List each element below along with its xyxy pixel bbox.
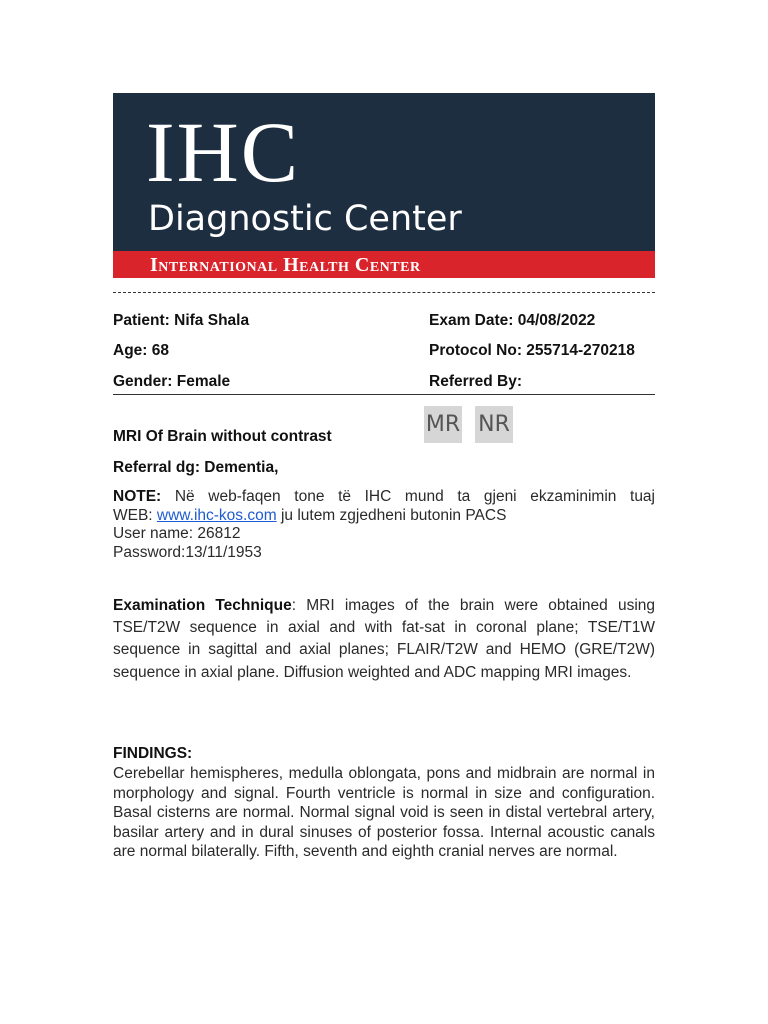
note-password: Password:13/11/1953 bbox=[113, 543, 262, 561]
exam-title: MRI Of Brain without contrast bbox=[113, 428, 332, 445]
patient-gender: Gender: Female bbox=[113, 373, 231, 390]
exam-date: Exam Date: 04/08/2022 bbox=[429, 312, 596, 329]
referral-diagnosis: Referral dg: Dementia, bbox=[113, 459, 279, 476]
note-web-prefix: WEB: bbox=[113, 506, 157, 524]
pacs-note bbox=[113, 488, 655, 562]
header-rule bbox=[113, 394, 655, 395]
note-web-suffix: ju lutem zgjedheni butonin PACS bbox=[276, 506, 507, 524]
logo-title: IHC bbox=[146, 104, 301, 200]
note-web-line bbox=[113, 507, 655, 526]
logo-subtitle: Diagnostic Center bbox=[148, 199, 462, 239]
dashed-separator bbox=[113, 292, 655, 293]
technique-text: : MRI images of the brain were obtained using TSE/T2W sequence in axial and with fat-sat in coronal plane; TSE/T1W sequence in sagittal and axial planes; FLAIR/T2W and HEMO (GRE/T2W) sequence in axial plane. Diffusion weighted and ADC mapping MRI images. bbox=[113, 597, 656, 681]
patient-age: Age: 68 bbox=[113, 342, 169, 359]
note-label: NOTE: bbox=[113, 488, 162, 505]
findings-text: Cerebellar hemispheres, medulla oblongata, pons and midbrain are normal in morphology and signal. Fourth ventricle is normal in size and configuration. Basal cisterns are normal. Normal signal void is seen in distal vertebral artery, basilar artery and in dural sinuses of posterior fossa. Internal acoustic canals are normal bilaterally. Fifth, seventh and eighth cranial nerves are normal. bbox=[113, 765, 655, 860]
findings-heading: FINDINGS: bbox=[113, 745, 193, 762]
ihc-website-link[interactable]: www.ihc-kos.com bbox=[156, 506, 277, 524]
badge-nr: NR bbox=[475, 406, 513, 443]
logo-band bbox=[113, 251, 655, 278]
note-username: User name: 26812 bbox=[113, 525, 241, 542]
badge-mr: MR bbox=[424, 406, 462, 443]
technique-label: Examination Technique bbox=[113, 597, 292, 614]
patient-name: Patient: Nifa Shala bbox=[113, 312, 250, 329]
referred-by: Referred By: bbox=[429, 373, 523, 390]
protocol-number: Protocol No: 255714-270218 bbox=[429, 342, 635, 359]
note-line-1 bbox=[113, 488, 655, 507]
logo-band-text: International Health Center bbox=[150, 254, 421, 276]
ihc-logo bbox=[113, 93, 655, 278]
examination-technique bbox=[113, 595, 655, 684]
note-text: Në web-faqen tone të IHC mund ta gjeni ekzaminimin tuaj bbox=[161, 488, 655, 505]
